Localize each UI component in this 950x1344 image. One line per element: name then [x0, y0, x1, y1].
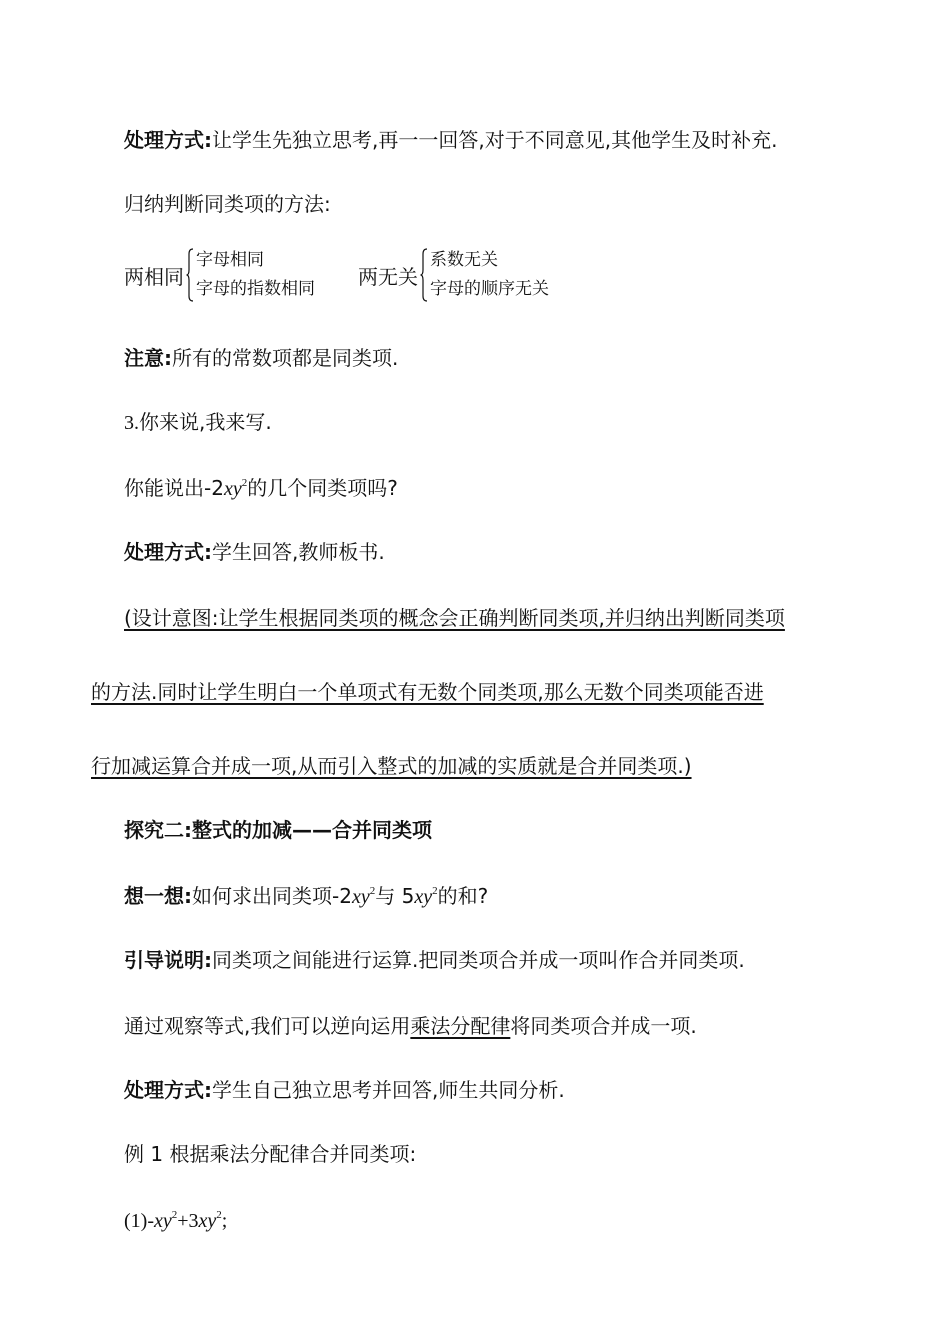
rule-item: 字母的指数相同	[196, 279, 315, 299]
text-note: 所有的常数项都是同类项.	[172, 346, 399, 370]
label-method: 处理方式:	[124, 540, 212, 564]
item-number: 3.	[124, 412, 139, 434]
text-method-3: 学生自己独立思考并回答,师生共同分析.	[212, 1078, 565, 1102]
rule-item: 字母相同	[196, 250, 264, 270]
observe-post: 将同类项合并成一项.	[510, 1014, 697, 1038]
label-method: 处理方式:	[124, 128, 212, 152]
text-guide: 同类项之间能进行运算.把同类项合并成一项叫作合并同类项.	[212, 948, 745, 972]
rule-two-unrelated-items	[430, 246, 549, 304]
design-intent-line-3: 行加减运算合并成一项,从而引入整式的加减的实质就是合并同类项.)	[91, 754, 692, 778]
rule-item: 系数无关	[430, 250, 498, 270]
design-intent-line-2: 的方法.同时让学生明白一个单项式有无数个同类项,那么无数个同类项能否进	[91, 680, 764, 704]
question-pre: 你能说出-2	[124, 476, 224, 500]
design-intent-line-1: (设计意图:让学生根据同类项的概念会正确判断同类项,并归纳出判断同类项	[124, 606, 785, 630]
think-post: 的和?	[437, 884, 489, 908]
math-exponent: 2	[216, 1209, 222, 1221]
paragraph-think	[124, 882, 488, 911]
section-heading	[124, 816, 432, 844]
paragraph-item-3	[124, 408, 272, 437]
rule-two-same-items	[196, 246, 315, 304]
left-brace-icon	[420, 248, 428, 302]
paragraph-guide	[124, 946, 745, 974]
left-brace-icon	[186, 248, 194, 302]
text-method-2: 学生回答,教师板书.	[212, 540, 385, 564]
think-mid: 与 5	[375, 884, 415, 908]
label-think: 想一想:	[124, 884, 192, 908]
rule-item: 字母的顺序无关	[430, 279, 549, 299]
label-guide: 引导说明:	[124, 948, 212, 972]
math-variable: xy	[414, 886, 433, 908]
label-note: 注意:	[124, 346, 172, 370]
paragraph-method-2	[124, 538, 385, 566]
text-method-1: 让学生先独立思考,再一一回答,对于不同意见,其他学生及时补充.	[212, 128, 778, 152]
math-variable: xy	[198, 1210, 217, 1232]
section-heading-text: 探究二:整式的加减——合并同类项	[124, 818, 432, 842]
math-exponent: 2	[241, 477, 248, 489]
example-mid: +3	[177, 1210, 199, 1232]
label-method: 处理方式:	[124, 1078, 212, 1102]
paragraph-question	[124, 474, 398, 503]
paragraph-note	[124, 344, 398, 372]
rule-two-unrelated	[358, 246, 549, 304]
example-pre: (1)-	[124, 1210, 154, 1232]
math-variable: xy	[153, 1210, 172, 1232]
observe-pre: 通过观察等式,我们可以逆向运用	[124, 1014, 411, 1038]
paragraph-example: 例 1 根据乘法分配律合并同类项:	[124, 1142, 417, 1166]
distributive-law-term: 乘法分配律	[410, 1014, 511, 1038]
paragraph-example-1	[124, 1206, 227, 1235]
question-post: 的几个同类项吗?	[247, 476, 398, 500]
rule-two-same	[124, 246, 315, 304]
math-variable: xy	[223, 478, 242, 500]
math-variable: xy	[351, 886, 370, 908]
math-exponent: 2	[369, 885, 376, 897]
example-post: ;	[221, 1210, 228, 1232]
paragraph-method-3	[124, 1076, 565, 1104]
paragraph-summary: 归纳判断同类项的方法:	[124, 192, 331, 216]
rule-two-same-label: 两相同	[124, 264, 184, 289]
rule-two-unrelated-label: 两无关	[358, 264, 418, 289]
paragraph-method-1	[124, 126, 777, 154]
math-exponent: 2	[432, 885, 438, 897]
math-exponent: 2	[171, 1209, 178, 1221]
think-pre: 如何求出同类项-2	[192, 884, 352, 908]
text-item-3: 你来说,我来写.	[139, 410, 272, 434]
paragraph-observe	[124, 1012, 697, 1040]
